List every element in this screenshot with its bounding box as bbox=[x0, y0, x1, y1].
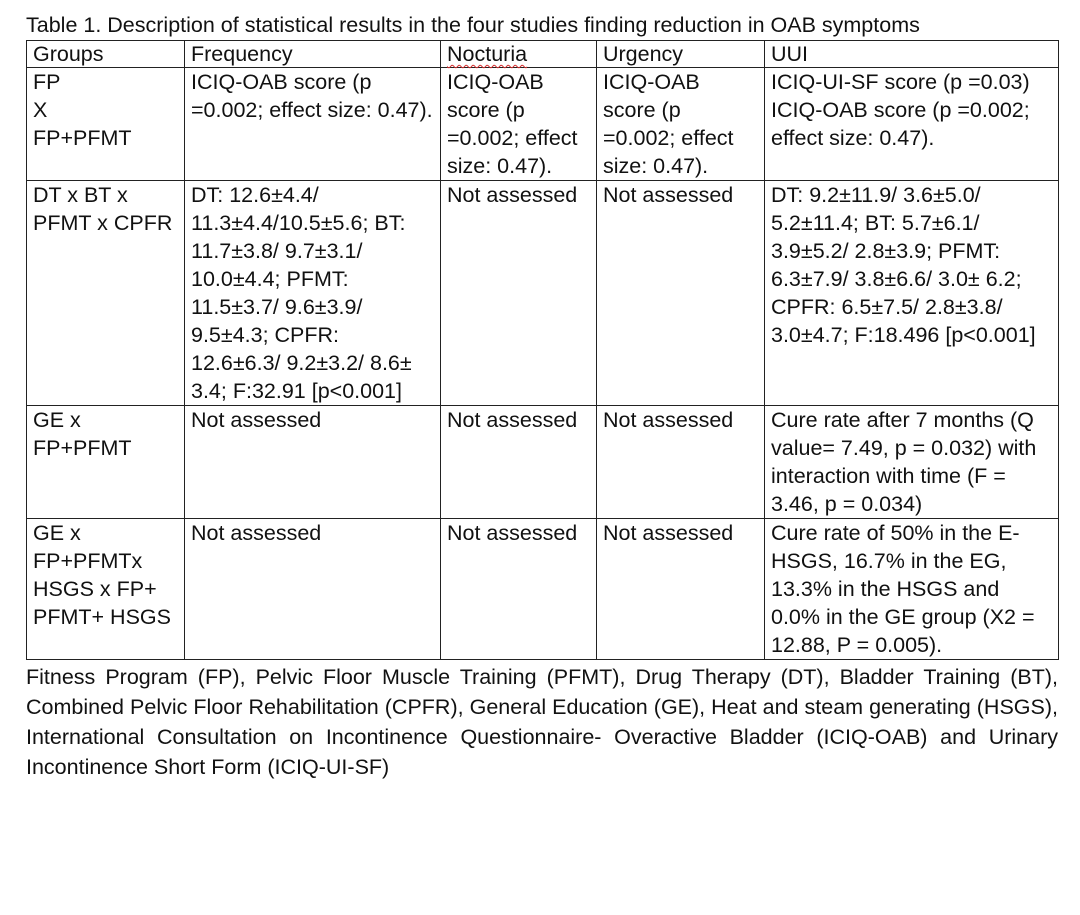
group-line: X bbox=[33, 98, 48, 122]
cell-urgency: ICIQ-OAB score (p =0.002; effect size: 0.47). bbox=[597, 68, 765, 181]
cell-uui: Cure rate after 7 months (Q value= 7.49, p = 0.032) with interaction with time (F = 3.46, p = 0.034) bbox=[765, 406, 1059, 519]
cell-uui bbox=[765, 68, 1059, 181]
table-caption: Table 1. Description of statistical results in the four studies finding reduction in OAB symptoms bbox=[26, 13, 920, 37]
table-footnote: Fitness Program (FP), Pelvic Floor Muscle Training (PFMT), Drug Therapy (DT), Bladder Training (BT), Combined Pelvic Floor Rehabilitation (CPFR), General Education (GE), Heat and steam generating (HSGS), International Consultation on Incontinence Questionnaire- Overactive Bladder (ICIQ-OAB) and Urinary Incontinence Short Form (ICIQ-UI-SF) bbox=[26, 665, 1058, 779]
group-line: FP bbox=[33, 70, 61, 94]
cell-uui: Cure rate of 50% in the E-HSGS, 16.7% in the EG, 13.3% in the HSGS and 0.0% in the GE group (X2 = 12.88, P = 0.005). bbox=[765, 519, 1059, 660]
cell-urgency: Not assessed bbox=[597, 181, 765, 406]
cell-groups: GE x FP+PFMTx HSGS x FP+ PFMT+ HSGS bbox=[27, 519, 185, 660]
cell-urgency: Not assessed bbox=[597, 519, 765, 660]
cell-groups bbox=[27, 68, 185, 181]
table-row bbox=[27, 181, 1059, 406]
cell-nocturia: Not assessed bbox=[441, 519, 597, 660]
cell-nocturia: ICIQ-OAB score (p =0.002; effect size: 0.47). bbox=[441, 68, 597, 181]
cell-uui: DT: 9.2±11.9/ 3.6±5.0/ 5.2±11.4; BT: 5.7±6.1/ 3.9±5.2/ 2.8±3.9; PFMT: 6.3±7.9/ 3.8±6.6/ 3.0± 6.2; CPFR: 6.5±7.5/ 2.8±3.8/ 3.0±4.7; F:18.496 [p<0.001] bbox=[765, 181, 1059, 406]
cell-frequency: Not assessed bbox=[185, 406, 441, 519]
cell-frequency: ICIQ-OAB score (p =0.002; effect size: 0.47). bbox=[185, 68, 441, 181]
results-table bbox=[26, 40, 1059, 660]
cell-groups: GE x FP+PFMT bbox=[27, 406, 185, 519]
group-line: FP+PFMT bbox=[33, 126, 132, 150]
header-row bbox=[27, 41, 1059, 68]
header-urgency: Urgency bbox=[597, 41, 765, 68]
header-frequency: Frequency bbox=[185, 41, 441, 68]
header-groups: Groups bbox=[27, 41, 185, 68]
cell-nocturia: Not assessed bbox=[441, 406, 597, 519]
cell-groups: DT x BT x PFMT x CPFR bbox=[27, 181, 185, 406]
table-row bbox=[27, 519, 1059, 660]
header-uui: UUI bbox=[765, 41, 1059, 68]
uui-line: ICIQ-OAB score (p =0.002; effect size: 0.47). bbox=[771, 98, 1030, 150]
table-row bbox=[27, 406, 1059, 519]
cell-frequency: Not assessed bbox=[185, 519, 441, 660]
spellcheck-underline: Nocturia bbox=[447, 42, 528, 66]
header-nocturia bbox=[441, 41, 597, 68]
cell-nocturia: Not assessed bbox=[441, 181, 597, 406]
table-row bbox=[27, 68, 1059, 181]
uui-line: ICIQ-UI-SF score (p =0.03) bbox=[771, 70, 1030, 94]
cell-frequency: DT: 12.6±4.4/ 11.3±4.4/10.5±5.6; BT: 11.7±3.8/ 9.7±3.1/ 10.0±4.4; PFMT: 11.5±3.7/ 9.6±3.9/ 9.5±4.3; CPFR: 12.6±6.3/ 9.2±3.2/ 8.6± 3.4; F:32.91 [p<0.001] bbox=[185, 181, 441, 406]
cell-urgency: Not assessed bbox=[597, 406, 765, 519]
